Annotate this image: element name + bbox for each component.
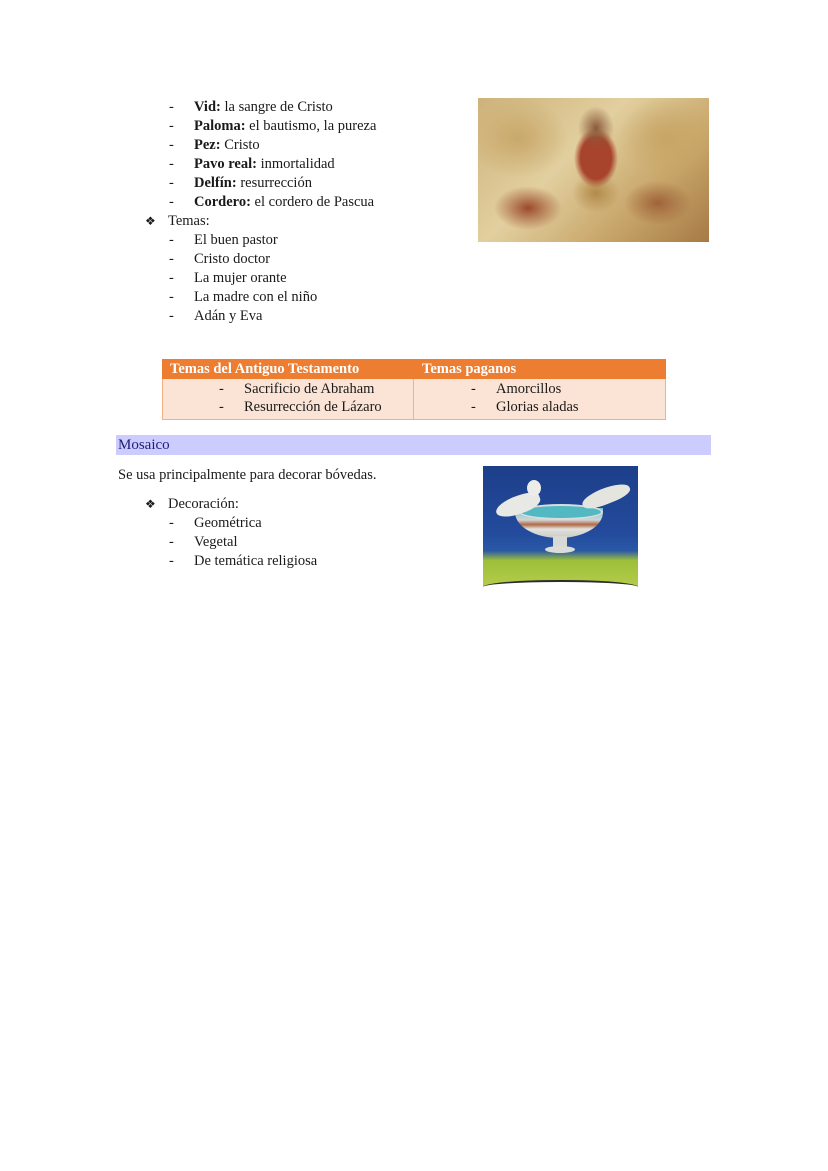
dash: - — [169, 308, 174, 324]
doves-drinking-mosaic-image — [483, 466, 638, 587]
dash: - — [169, 175, 174, 191]
dash: - — [169, 118, 174, 134]
dash: - — [169, 534, 174, 550]
symbol-term: Cordero: — [194, 194, 251, 210]
symbol-meaning: Cristo — [220, 137, 260, 153]
dove-left-head-shape — [527, 480, 541, 496]
symbol-meaning: el bautismo, la pureza — [245, 118, 377, 134]
dash: - — [169, 270, 174, 286]
symbol-term: Delfín: — [194, 175, 237, 191]
symbol-meaning: resurrección — [236, 175, 312, 191]
symbol-term: Paloma: — [194, 118, 246, 134]
dash: - — [219, 399, 224, 415]
table-body-row — [162, 379, 666, 420]
diamond-bullet-icon: ❖ — [145, 497, 156, 511]
decoracion-text: De temática religiosa — [194, 553, 318, 569]
dash: - — [169, 251, 174, 267]
dove-right-shape — [580, 479, 632, 513]
diamond-bullet-icon: ❖ — [145, 214, 156, 228]
tema-text: El buen pastor — [194, 232, 278, 248]
good-shepherd-fresco-image — [478, 98, 709, 242]
table-cell: Resurrección de Lázaro — [244, 399, 382, 415]
section-heading-text: Mosaico — [118, 437, 170, 453]
symbol-meaning: la sangre de Cristo — [220, 99, 333, 115]
mosaico-intro: Se usa principalmente para decorar bóvedas. — [118, 467, 377, 483]
symbol-meaning: inmortalidad — [256, 156, 335, 172]
table-cell: Glorias aladas — [496, 399, 579, 415]
decoracion-text: Vegetal — [194, 534, 238, 550]
tema-text: La mujer orante — [194, 270, 287, 286]
dash: - — [169, 99, 174, 115]
themes-table — [162, 359, 666, 420]
dash: - — [219, 381, 224, 397]
symbol-term: Vid: — [194, 99, 221, 115]
arch-edge-shape — [483, 580, 638, 587]
table-header-paganos: Temas paganos — [422, 361, 517, 377]
dash: - — [471, 399, 476, 415]
dash: - — [169, 515, 174, 531]
bowl-foot-shape — [545, 546, 575, 553]
decoracion-text: Geométrica — [194, 515, 262, 531]
tema-text: La madre con el niño — [194, 289, 318, 305]
table-cell: Sacrificio de Abraham — [244, 381, 375, 397]
table-cell: Amorcillos — [496, 381, 562, 397]
dash: - — [169, 137, 174, 153]
dash: - — [169, 232, 174, 248]
decoracion-label: Decoración: — [168, 496, 239, 512]
dash: - — [169, 553, 174, 569]
section-heading-mosaico — [116, 435, 711, 455]
symbol-meaning: el cordero de Pascua — [250, 194, 375, 210]
tema-text: Adán y Eva — [194, 308, 263, 324]
dash: - — [169, 194, 174, 210]
symbol-term: Pez: — [194, 137, 221, 153]
dash: - — [169, 156, 174, 172]
table-header-antiguo-testamento: Temas del Antiguo Testamento — [170, 361, 360, 377]
tema-text: Cristo doctor — [194, 251, 271, 267]
column-divider — [413, 379, 414, 420]
symbol-term: Pavo real: — [194, 156, 257, 172]
temas-label: Temas: — [168, 213, 210, 229]
dash: - — [169, 289, 174, 305]
dash: - — [471, 381, 476, 397]
